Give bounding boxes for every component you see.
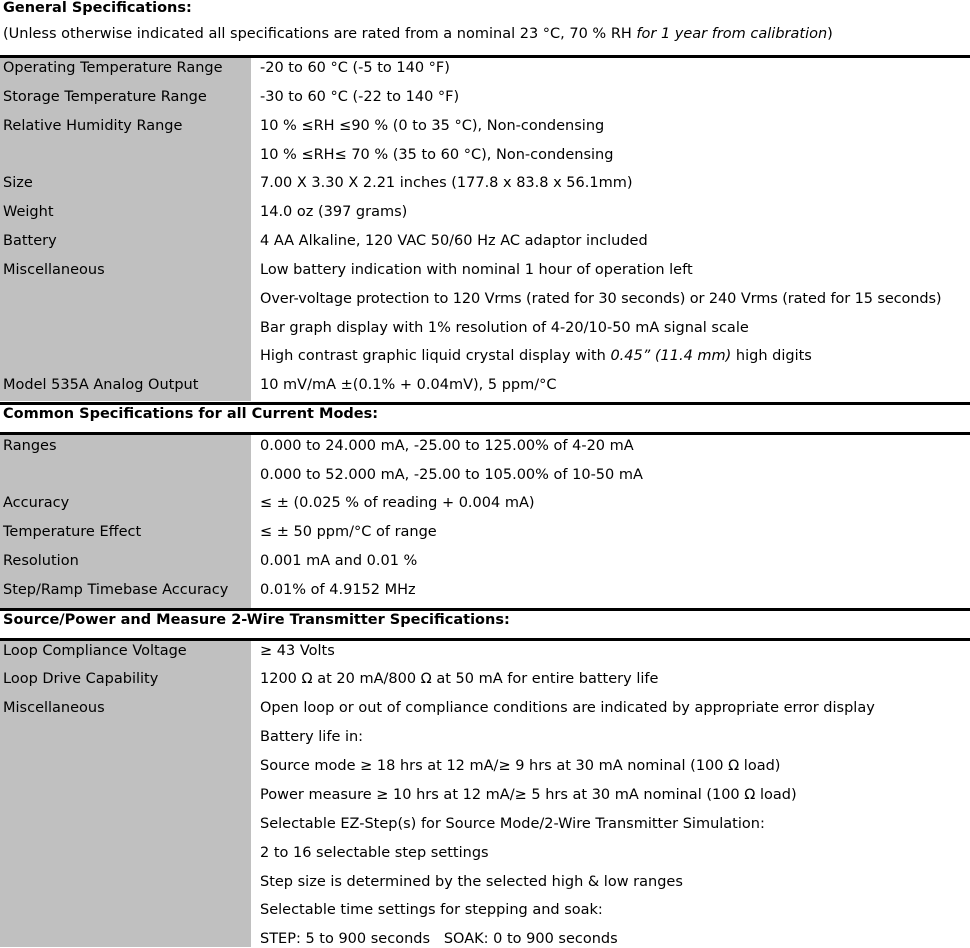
row-value: Low battery indication with nominal 1 hour of operation left bbox=[260, 262, 693, 278]
row-label: Ranges bbox=[3, 438, 57, 454]
row-value: 0.000 to 24.000 mA, -25.00 to 125.00% of 4-20 mA bbox=[260, 438, 634, 454]
general-note-suffix: ) bbox=[827, 26, 833, 42]
row-value: Battery life in: bbox=[260, 729, 364, 745]
row-value: 10 mV/mA ±(0.1% + 0.04mV), 5 ppm/°C bbox=[260, 377, 557, 393]
general-note-prefix: (Unless otherwise indicated all specifications are rated from a nominal 23 °C, 70 % RH bbox=[3, 26, 637, 42]
row-value: Bar graph display with 1% resolution of 4-20/10-50 mA signal scale bbox=[260, 320, 749, 336]
general-heading: General Specifications: bbox=[3, 0, 192, 16]
general-note-italic: for 1 year from calibration bbox=[636, 26, 828, 42]
row-label: Storage Temperature Range bbox=[3, 89, 207, 105]
row-value: 10 % ≤RH ≤90 % (0 to 35 °C), Non-condensing bbox=[260, 118, 605, 134]
row-value: 1200 Ω at 20 mA/800 Ω at 50 mA for entire battery life bbox=[260, 671, 659, 687]
row-value: Selectable EZ-Step(s) for Source Mode/2-Wire Transmitter Simulation: bbox=[260, 816, 765, 832]
row-value: 7.00 X 3.30 X 2.21 inches (177.8 x 83.8 x 56.1mm) bbox=[260, 175, 633, 191]
row-value: STEP: 5 to 900 seconds SOAK: 0 to 900 seconds bbox=[260, 931, 618, 947]
row-value: 0.000 to 52.000 mA, -25.00 to 105.00% of 10-50 mA bbox=[260, 467, 643, 483]
row-label: Miscellaneous bbox=[3, 700, 105, 716]
row-label: Loop Compliance Voltage bbox=[3, 643, 187, 659]
row-value: -20 to 60 °C (-5 to 140 °F) bbox=[260, 60, 450, 76]
row-value: -30 to 60 °C (-22 to 140 °F) bbox=[260, 89, 460, 105]
row-value: ≥ 43 Volts bbox=[260, 643, 335, 659]
row-value: Step size is determined by the selected high & low ranges bbox=[260, 874, 683, 890]
row-label: Resolution bbox=[3, 553, 79, 569]
row-value bbox=[260, 347, 812, 365]
row-label: Miscellaneous bbox=[3, 262, 105, 278]
row-label: Loop Drive Capability bbox=[3, 671, 159, 687]
row-label: Temperature Effect bbox=[3, 524, 142, 540]
row-label: Size bbox=[3, 175, 33, 191]
row-value: ≤ ± (0.025 % of reading + 0.004 mA) bbox=[260, 495, 535, 511]
source-rule-top bbox=[0, 608, 970, 611]
row-value: 10 % ≤RH≤ 70 % (35 to 60 °C), Non-condensing bbox=[260, 147, 614, 163]
row-value: Over-voltage protection to 120 Vrms (rated for 30 seconds) or 240 Vrms (rated for 15 seconds) bbox=[260, 291, 942, 307]
row-value: 0.01% of 4.9152 MHz bbox=[260, 582, 416, 598]
row-value: Source mode ≥ 18 hrs at 12 mA/≥ 9 hrs at 30 mA nominal (100 Ω load) bbox=[260, 758, 781, 774]
row-label: Relative Humidity Range bbox=[3, 118, 183, 134]
general-note bbox=[3, 26, 833, 42]
row-value-prefix: High contrast graphic liquid crystal display with bbox=[260, 348, 611, 364]
row-value: 2 to 16 selectable step settings bbox=[260, 845, 489, 861]
row-value: Open loop or out of compliance conditions are indicated by appropriate error display bbox=[260, 700, 875, 716]
row-value-italic: 0.45” (11.4 mm) bbox=[610, 348, 732, 364]
row-value: 0.001 mA and 0.01 % bbox=[260, 553, 418, 569]
current-rule-top bbox=[0, 402, 970, 405]
general-label-column bbox=[0, 58, 251, 401]
row-value-suffix: high digits bbox=[731, 348, 812, 364]
row-value: Power measure ≥ 10 hrs at 12 mA/≥ 5 hrs at 30 mA nominal (100 Ω load) bbox=[260, 787, 797, 803]
row-label: Model 535A Analog Output bbox=[3, 377, 199, 393]
row-label: Battery bbox=[3, 233, 57, 249]
row-value: ≤ ± 50 ppm/°C of range bbox=[260, 524, 437, 540]
row-label: Step/Ramp Timebase Accuracy bbox=[3, 582, 229, 598]
row-label: Operating Temperature Range bbox=[3, 60, 223, 76]
row-value: 14.0 oz (397 grams) bbox=[260, 204, 408, 220]
current-heading: Common Specifications for all Current Modes: bbox=[3, 406, 379, 422]
row-value: Selectable time settings for stepping and soak: bbox=[260, 902, 603, 918]
row-label: Weight bbox=[3, 204, 54, 220]
row-value: 4 AA Alkaline, 120 VAC 50/60 Hz AC adaptor included bbox=[260, 233, 648, 249]
source-heading: Source/Power and Measure 2-Wire Transmitter Specifications: bbox=[3, 612, 510, 628]
row-label: Accuracy bbox=[3, 495, 70, 511]
